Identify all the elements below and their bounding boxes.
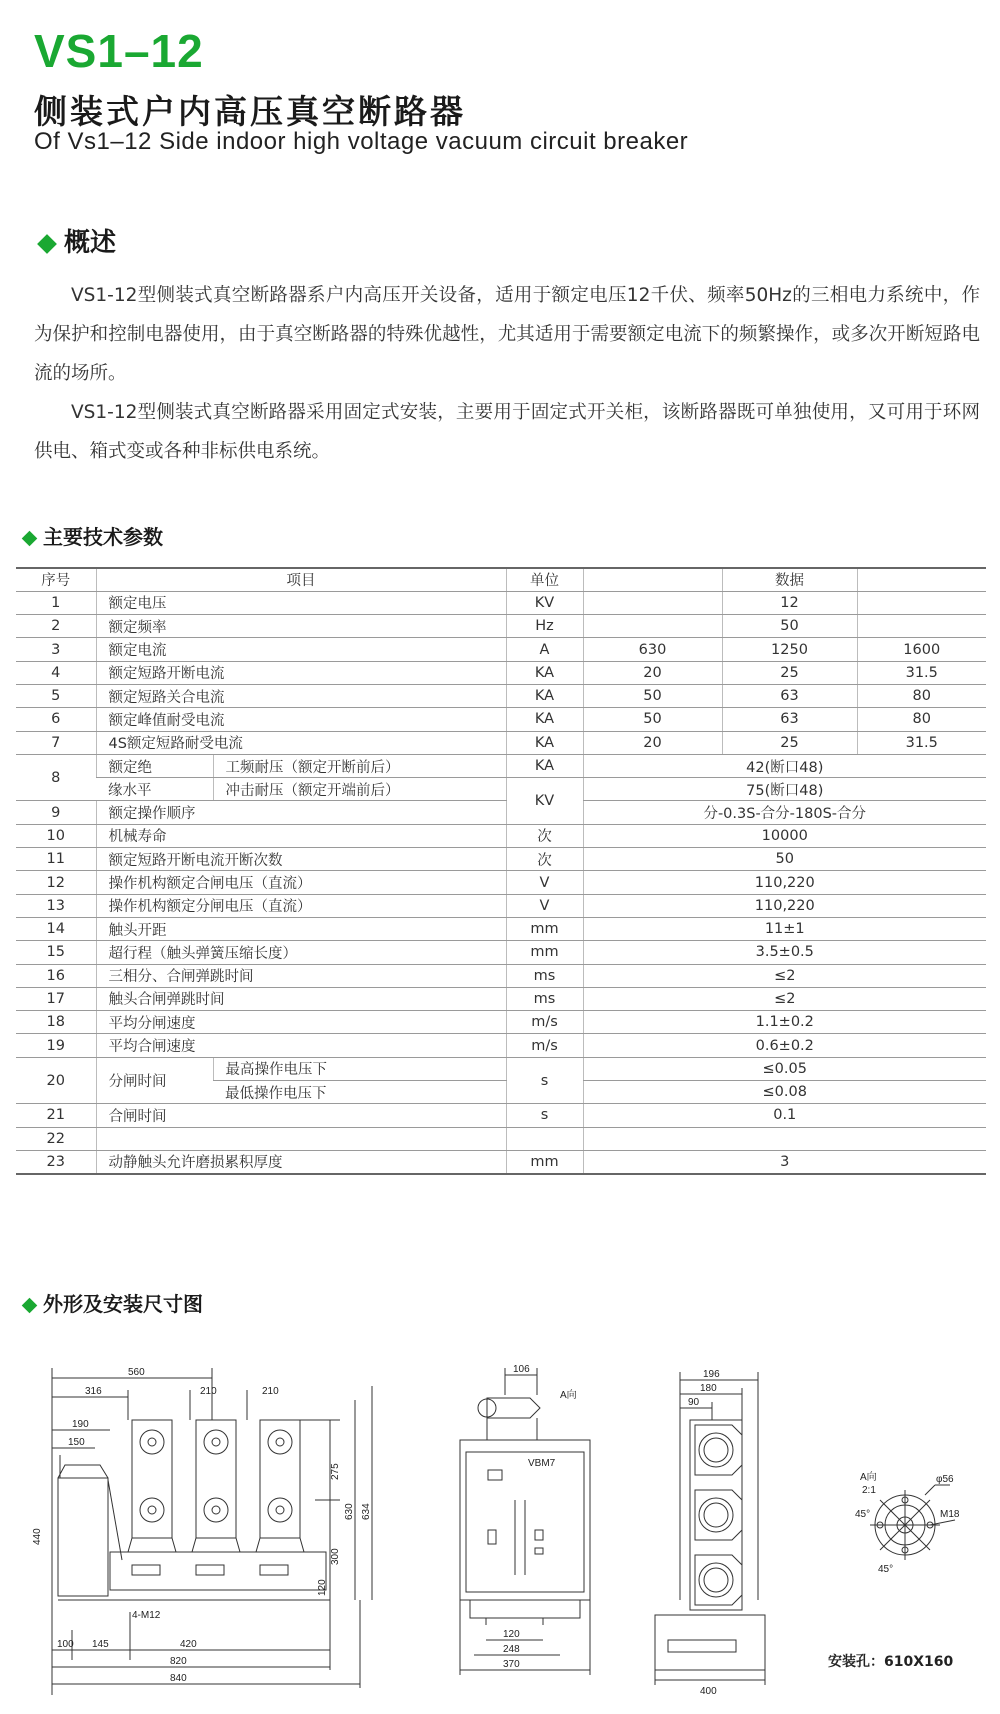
overview-heading-text: 概述 bbox=[64, 228, 117, 258]
row-no: 10 bbox=[16, 824, 96, 847]
row-value: 3 bbox=[583, 1150, 986, 1173]
row-item: 分闸时间 bbox=[96, 1057, 213, 1104]
row-item: 平均合闸速度 bbox=[96, 1034, 506, 1057]
row-item: 触头开距 bbox=[96, 917, 506, 940]
table-row bbox=[16, 848, 986, 871]
product-title-en: Of Vs1–12 Side indoor high voltage vacuum circuit breaker bbox=[34, 128, 689, 155]
row-unit: s bbox=[506, 1057, 583, 1104]
row-value: 50 bbox=[583, 848, 986, 871]
side-view-drawing bbox=[460, 1368, 590, 1675]
table-row bbox=[16, 1057, 986, 1080]
diamond-bullet-icon bbox=[22, 531, 38, 547]
detail-angle-b: 45° bbox=[878, 1564, 894, 1575]
dim-front-190: 190 bbox=[72, 1419, 89, 1430]
row-no: 15 bbox=[16, 941, 96, 964]
row-no: 12 bbox=[16, 871, 96, 894]
row-unit: 次 bbox=[506, 824, 583, 847]
row-unit: V bbox=[506, 894, 583, 917]
row-no: 16 bbox=[16, 964, 96, 987]
table-row bbox=[16, 1034, 986, 1057]
table-row bbox=[16, 871, 986, 894]
header-no: 序号 bbox=[16, 568, 96, 591]
row-item: 三相分、合闸弹跳时间 bbox=[96, 964, 506, 987]
row-blank bbox=[583, 591, 722, 614]
row-item: 额定峰值耐受电流 bbox=[96, 708, 506, 731]
row-item: 额定电流 bbox=[96, 638, 506, 661]
drawings-heading bbox=[24, 1288, 203, 1317]
dim-front-820: 820 bbox=[170, 1656, 187, 1667]
dim-front-840: 840 bbox=[170, 1673, 187, 1684]
table-row bbox=[16, 964, 986, 987]
row-unit: mm bbox=[506, 1150, 583, 1173]
specs-heading-text: 主要技术参数 bbox=[43, 525, 163, 549]
row-value: 75(断口48) bbox=[583, 778, 986, 801]
row-no: 18 bbox=[16, 1011, 96, 1034]
row-item: 额定短路关合电流 bbox=[96, 684, 506, 707]
dim-front-560: 560 bbox=[128, 1367, 145, 1378]
row-value: 31.5 bbox=[857, 731, 986, 754]
row-unit: KA bbox=[506, 731, 583, 754]
header-data: 数据 bbox=[722, 568, 857, 591]
row-no: 17 bbox=[16, 987, 96, 1010]
row-no: 3 bbox=[16, 638, 96, 661]
dim-front-634: 634 bbox=[361, 1503, 372, 1520]
dim-front-275: 275 bbox=[330, 1463, 341, 1480]
row-value: 42(断口48) bbox=[583, 754, 986, 777]
diamond-bullet-icon bbox=[37, 234, 57, 254]
product-model: VS1–12 bbox=[34, 25, 204, 77]
row-item: 额定操作顺序 bbox=[96, 801, 506, 824]
table-row bbox=[16, 731, 986, 754]
row-unit: Hz bbox=[506, 615, 583, 638]
row-subitem: 最高操作电压下 bbox=[213, 1057, 506, 1080]
row-no: 19 bbox=[16, 1034, 96, 1057]
row-value: 1.1±0.2 bbox=[583, 1011, 986, 1034]
row-no: 11 bbox=[16, 848, 96, 871]
row-subitem: 冲击耐压（额定开端前后） bbox=[213, 778, 506, 801]
row-subitem: 最低操作电压下 bbox=[213, 1081, 506, 1104]
row-value: 分-0.3S-合分-180S-合分 bbox=[583, 801, 986, 824]
row-unit: ms bbox=[506, 987, 583, 1010]
row-subitem: 工频耐压（额定开断前后） bbox=[213, 754, 506, 777]
row-unit: m/s bbox=[506, 1034, 583, 1057]
row-unit: KV bbox=[506, 591, 583, 614]
row-item: 额定短路开断电流 bbox=[96, 661, 506, 684]
row-unit bbox=[506, 1127, 583, 1150]
detail-scale: 2:1 bbox=[862, 1485, 876, 1496]
table-row bbox=[16, 754, 986, 777]
dim-front-100: 100 bbox=[57, 1639, 74, 1650]
dim-front-210a: 210 bbox=[200, 1386, 217, 1397]
detail-m18: M18 bbox=[940, 1509, 960, 1520]
dim-top-180: 180 bbox=[700, 1383, 717, 1394]
row-value: ≤2 bbox=[583, 987, 986, 1010]
row-unit: KA bbox=[506, 708, 583, 731]
dim-front-420: 420 bbox=[180, 1639, 197, 1650]
dim-side-370: 370 bbox=[503, 1659, 520, 1670]
row-value bbox=[583, 1127, 986, 1150]
row-value: 1600 bbox=[857, 638, 986, 661]
row-item: 合闸时间 bbox=[96, 1104, 506, 1127]
header-item: 项目 bbox=[96, 568, 506, 591]
row-value: 0.1 bbox=[583, 1104, 986, 1127]
row-unit: mm bbox=[506, 917, 583, 940]
drawings-heading-text: 外形及安装尺寸图 bbox=[43, 1292, 203, 1316]
row-no: 21 bbox=[16, 1104, 96, 1127]
row-value: 11±1 bbox=[583, 917, 986, 940]
header-blank bbox=[857, 568, 986, 591]
table-row bbox=[16, 708, 986, 731]
row-no: 5 bbox=[16, 684, 96, 707]
row-no: 14 bbox=[16, 917, 96, 940]
install-hole-note: 安装孔：610X160 bbox=[828, 1654, 954, 1670]
table-row bbox=[16, 1127, 986, 1150]
row-no: 4 bbox=[16, 661, 96, 684]
table-row bbox=[16, 1011, 986, 1034]
overview-paragraph-2: VS1-12型侧装式真空断路器采用固定式安装，主要用于固定式开关柜，该断路器既可单独使用，又可用于环网供电、箱式变或各种非标供电系统。 bbox=[34, 402, 980, 462]
row-no: 22 bbox=[16, 1127, 96, 1150]
diamond-bullet-icon bbox=[22, 1298, 38, 1314]
dim-front-630: 630 bbox=[344, 1503, 355, 1520]
dim-front-440: 440 bbox=[32, 1528, 43, 1545]
row-blank bbox=[857, 615, 986, 638]
row-value: 50 bbox=[722, 615, 857, 638]
row-value: 3.5±0.5 bbox=[583, 941, 986, 964]
dim-front-316: 316 bbox=[85, 1386, 102, 1397]
row-unit: 次 bbox=[506, 848, 583, 871]
row-item: 缘水平 bbox=[96, 778, 213, 801]
row-item: 动静触头允许磨损累积厚度 bbox=[96, 1150, 506, 1173]
row-no: 1 bbox=[16, 591, 96, 614]
row-value: 10000 bbox=[583, 824, 986, 847]
dim-side-120: 120 bbox=[503, 1629, 520, 1640]
dim-front-150: 150 bbox=[68, 1437, 85, 1448]
dim-front-120: 120 bbox=[317, 1579, 328, 1596]
row-blank bbox=[857, 591, 986, 614]
row-value: 12 bbox=[722, 591, 857, 614]
dim-front-300: 300 bbox=[330, 1548, 341, 1565]
detail-phi56: φ56 bbox=[936, 1474, 954, 1485]
dim-side-106: 106 bbox=[513, 1364, 530, 1375]
row-item: 额定短路开断电流开断次数 bbox=[96, 848, 506, 871]
dim-front-210b: 210 bbox=[262, 1386, 279, 1397]
table-row bbox=[16, 1150, 986, 1173]
dim-side-248: 248 bbox=[503, 1644, 520, 1655]
row-value: ≤2 bbox=[583, 964, 986, 987]
dim-top-196: 196 bbox=[703, 1369, 720, 1380]
row-value: 1250 bbox=[722, 638, 857, 661]
row-unit: m/s bbox=[506, 1011, 583, 1034]
row-no: 7 bbox=[16, 731, 96, 754]
row-unit: s bbox=[506, 1104, 583, 1127]
dim-front-145: 145 bbox=[92, 1639, 109, 1650]
row-unit: KA bbox=[506, 661, 583, 684]
row-item: 操作机构额定分闸电压（直流） bbox=[96, 894, 506, 917]
table-row bbox=[16, 801, 986, 824]
row-item: 机械寿命 bbox=[96, 824, 506, 847]
row-unit: KA bbox=[506, 754, 583, 777]
row-no: 6 bbox=[16, 708, 96, 731]
top-view-drawing bbox=[655, 1372, 765, 1685]
row-value: 63 bbox=[722, 684, 857, 707]
row-value: 50 bbox=[583, 708, 722, 731]
table-row bbox=[16, 591, 986, 614]
row-value: 80 bbox=[857, 708, 986, 731]
table-row bbox=[16, 615, 986, 638]
row-unit: KA bbox=[506, 684, 583, 707]
detail-a-drawing bbox=[870, 1485, 955, 1560]
spec-table bbox=[16, 567, 986, 1175]
row-unit: KV bbox=[506, 778, 583, 825]
table-row bbox=[16, 778, 986, 801]
header-blank bbox=[583, 568, 722, 591]
row-value: 20 bbox=[583, 731, 722, 754]
row-value: ≤0.08 bbox=[583, 1081, 986, 1104]
table-row bbox=[16, 684, 986, 707]
dim-front-bolt: 4-M12 bbox=[132, 1610, 161, 1621]
overview-heading bbox=[40, 222, 116, 259]
specs-heading bbox=[24, 521, 163, 550]
row-no: 9 bbox=[16, 801, 96, 824]
row-unit: mm bbox=[506, 941, 583, 964]
row-value: 110,220 bbox=[583, 871, 986, 894]
row-blank bbox=[583, 615, 722, 638]
dim-side-arrow: A向 bbox=[560, 1390, 577, 1401]
table-row bbox=[16, 987, 986, 1010]
row-value: 80 bbox=[857, 684, 986, 707]
detail-angle-a: 45° bbox=[855, 1509, 871, 1520]
row-item: 平均分闸速度 bbox=[96, 1011, 506, 1034]
row-value: 31.5 bbox=[857, 661, 986, 684]
table-row bbox=[16, 917, 986, 940]
row-value: 25 bbox=[722, 661, 857, 684]
product-title-cn: 侧装式户内高压真空断路器 bbox=[34, 92, 466, 131]
dim-top-90: 90 bbox=[688, 1397, 700, 1408]
header-unit: 单位 bbox=[506, 568, 583, 591]
row-value: 50 bbox=[583, 684, 722, 707]
row-no: 23 bbox=[16, 1150, 96, 1173]
row-value: 20 bbox=[583, 661, 722, 684]
row-no: 20 bbox=[16, 1057, 96, 1104]
table-header-row bbox=[16, 568, 986, 591]
row-no: 8 bbox=[16, 754, 96, 801]
row-item: 操作机构额定合闸电压（直流） bbox=[96, 871, 506, 894]
row-unit: V bbox=[506, 871, 583, 894]
row-unit: A bbox=[506, 638, 583, 661]
row-no: 2 bbox=[16, 615, 96, 638]
row-value: 110,220 bbox=[583, 894, 986, 917]
row-no: 13 bbox=[16, 894, 96, 917]
row-item: 额定频率 bbox=[96, 615, 506, 638]
row-item: 4S额定短路耐受电流 bbox=[96, 731, 506, 754]
table-row bbox=[16, 824, 986, 847]
row-item: 超行程（触头弹簧压缩长度） bbox=[96, 941, 506, 964]
row-value: 25 bbox=[722, 731, 857, 754]
row-item: 额定电压 bbox=[96, 591, 506, 614]
row-unit: ms bbox=[506, 964, 583, 987]
row-value: ≤0.05 bbox=[583, 1057, 986, 1080]
table-row bbox=[16, 894, 986, 917]
row-value: 630 bbox=[583, 638, 722, 661]
table-row bbox=[16, 638, 986, 661]
row-value: 0.6±0.2 bbox=[583, 1034, 986, 1057]
table-row bbox=[16, 1104, 986, 1127]
row-item: 额定绝 bbox=[96, 754, 213, 777]
overview-paragraph-1: VS1-12型侧装式真空断路器系户内高压开关设备，适用于额定电压12千伏、频率50Hz的三相电力系统中，作为保护和控制电器使用，由于真空断路器的特殊优越性，尤其适用于需要额定电流下的频繁操作，或多次开断短路电流的场所。 bbox=[34, 285, 980, 384]
table-row bbox=[16, 941, 986, 964]
table-row bbox=[16, 661, 986, 684]
dim-top-400: 400 bbox=[700, 1686, 717, 1697]
row-item bbox=[96, 1127, 506, 1150]
row-item: 触头合闸弹跳时间 bbox=[96, 987, 506, 1010]
detail-title: A向 bbox=[860, 1472, 877, 1483]
row-value: 63 bbox=[722, 708, 857, 731]
dim-side-label: VBM7 bbox=[528, 1458, 556, 1469]
